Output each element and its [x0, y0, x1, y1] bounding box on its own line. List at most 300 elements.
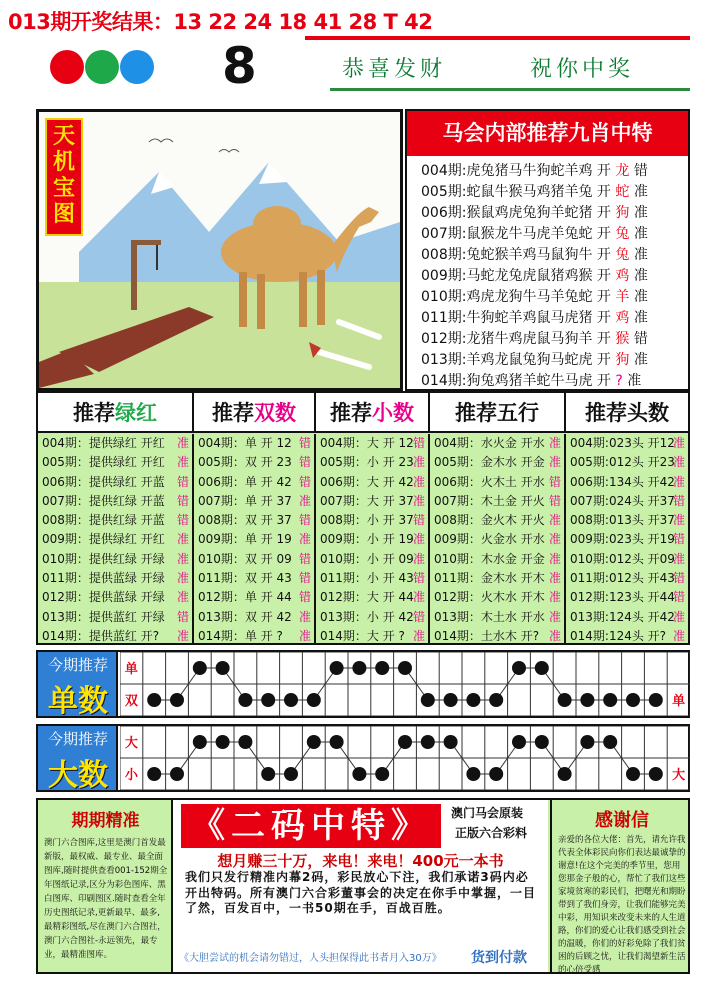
row-open: 开	[596, 268, 611, 284]
prediction-text: 013期：木土水 开水	[434, 609, 545, 624]
prediction-text: 005期：提供绿红 开红	[42, 455, 165, 470]
prediction-result: 准	[548, 628, 561, 643]
prediction-text: 012期:123头 开44	[570, 590, 675, 605]
prediction-result: 准	[672, 455, 685, 470]
prediction-text: 007期：提供红绿 开蓝	[42, 493, 165, 508]
prediction-cell	[194, 608, 314, 627]
single-trend-label-main: 单数	[48, 684, 108, 719]
row-result: 准	[633, 310, 648, 326]
prediction-cell	[430, 569, 564, 588]
prediction-cell	[38, 569, 192, 588]
prediction-cell	[316, 453, 428, 472]
row-result: 错	[633, 163, 648, 179]
column-header-accent: 绿红	[115, 401, 157, 425]
trend-point	[603, 735, 617, 749]
nine-zodiac-row	[421, 161, 648, 182]
prediction-cell	[38, 434, 192, 453]
prediction-cell	[194, 473, 314, 492]
prediction-cell	[194, 627, 314, 646]
row-open: 开	[596, 289, 611, 305]
prediction-cell	[566, 550, 688, 569]
result-line: 013期开奖结果：13 22 24 18 41 28 T 42	[8, 10, 433, 34]
prediction-text: 005期:012头 开23	[570, 455, 675, 470]
prediction-text: 014期：大 开 ?	[320, 628, 405, 643]
prediction-text: 009期：单 开 19	[198, 532, 292, 547]
trend-end-label: 大	[672, 768, 686, 783]
trend-point	[284, 767, 298, 781]
column-header	[430, 393, 566, 433]
prediction-text: 006期：大 开 42	[320, 474, 414, 489]
trend-point	[147, 693, 161, 707]
prediction-result: 准	[672, 609, 685, 624]
prediction-text: 004期:023头 开12	[570, 436, 675, 450]
prediction-result: 错	[412, 436, 425, 450]
row-hit: ?	[615, 373, 623, 389]
prediction-result: 准	[548, 590, 561, 605]
prediction-cell	[38, 453, 192, 472]
trend-point	[261, 767, 275, 781]
trend-point	[216, 661, 230, 675]
prediction-cell	[38, 627, 192, 646]
prediction-text: 012期：大 开 44	[320, 590, 414, 605]
prediction-text: 006期：单 开 42	[198, 474, 292, 489]
prediction-text: 006期:134头 开42	[570, 474, 675, 489]
trend-point	[558, 693, 572, 707]
bottom-ad-section	[36, 798, 690, 974]
treasure-map-title: 天机宝图	[45, 118, 83, 236]
prediction-result: 错	[298, 513, 311, 528]
prediction-result: 准	[412, 532, 425, 547]
prediction-text: 012期：提供蓝绿 开绿	[42, 590, 165, 605]
prediction-text: 006期：火木土 开水	[434, 474, 545, 489]
trend-point	[580, 693, 594, 707]
prediction-result: 准	[298, 628, 311, 643]
row-hit: 羊	[615, 289, 630, 305]
single-trend-label	[38, 652, 118, 719]
trend-point	[170, 693, 184, 707]
prediction-cell	[566, 608, 688, 627]
prediction-cell	[38, 473, 192, 492]
single-trend-plot	[120, 652, 690, 716]
prediction-result: 准	[176, 455, 189, 470]
prediction-cell	[566, 588, 688, 607]
prediction-cell	[38, 550, 192, 569]
prediction-text: 008期：金火木 开火	[434, 513, 545, 528]
slogan-right: 祝你中奖	[530, 57, 635, 82]
prediction-result: 准	[672, 436, 685, 450]
prediction-text: 004期：水火金 开水	[434, 436, 545, 450]
row-open: 开	[596, 163, 611, 179]
prediction-result: 错	[672, 493, 685, 508]
prediction-text: 010期:012头 开09	[570, 551, 675, 566]
prediction-cell	[38, 492, 192, 511]
prediction-cell	[430, 608, 564, 627]
trend-point	[352, 767, 366, 781]
row-open: 开	[596, 205, 611, 221]
nine-zodiac-row	[421, 329, 648, 350]
prediction-result: 准	[412, 551, 425, 566]
column-header-prefix: 推荐头数	[585, 401, 669, 425]
nine-zodiac-row	[421, 224, 648, 245]
trend-point	[512, 735, 526, 749]
trend-row-top-label: 大	[124, 736, 138, 751]
prediction-cell	[430, 588, 564, 607]
row-open: 开	[596, 184, 611, 200]
prediction-result: 准	[176, 571, 189, 586]
row-hit: 狗	[615, 205, 630, 221]
prediction-result: 准	[672, 551, 685, 566]
prediction-text: 008期：小 开 37	[320, 513, 414, 528]
prediction-text: 007期：木土金 开火	[434, 493, 545, 508]
column-header	[316, 393, 430, 433]
prediction-cell	[316, 569, 428, 588]
prediction-text: 013期：提供蓝红 开绿	[42, 609, 165, 624]
row-issue: 005期:	[421, 184, 467, 200]
prediction-text: 011期：小 开 43	[320, 571, 414, 586]
prediction-result: 准	[672, 628, 685, 643]
row-issue: 007期:	[421, 226, 467, 242]
prediction-result: 准	[412, 474, 425, 489]
row-hit: 狗	[615, 352, 630, 368]
prediction-result: 准	[298, 609, 311, 624]
trend-point	[649, 767, 663, 781]
prediction-result: 错	[176, 493, 189, 508]
prediction-result: 准	[176, 551, 189, 566]
row-zodiacs: 龙猪牛鸡虎鼠马狗羊	[466, 331, 593, 347]
trend-point	[421, 735, 435, 749]
trend-point	[238, 735, 252, 749]
prediction-text: 014期：土水木 开?	[434, 628, 540, 643]
thanks-letter-panel	[550, 800, 690, 975]
trend-point	[307, 693, 321, 707]
prediction-text: 004期：提供绿红 开红	[42, 436, 165, 450]
ad-footnote: 《大胆尝试的机会请勿错过，人头担保得此书者月入30万》	[179, 953, 442, 964]
prediction-text: 006期：提供绿红 开蓝	[42, 474, 165, 489]
column-header-accent: 双数	[254, 401, 296, 425]
column-header-accent: 小数	[372, 401, 414, 425]
row-zodiacs: 猴鼠鸡虎兔狗羊蛇猪	[466, 205, 593, 221]
prediction-text: 009期：小 开 19	[320, 532, 414, 547]
nine-zodiac-row	[421, 350, 648, 371]
row-hit: 鸡	[615, 310, 630, 326]
prediction-result: 准	[672, 513, 685, 528]
row-issue: 011期:	[421, 310, 467, 326]
trend-point	[398, 735, 412, 749]
column-header	[566, 393, 688, 433]
red-ball-icon	[50, 50, 84, 84]
column-header-prefix: 推荐五行	[455, 401, 539, 425]
row-open: 开	[596, 352, 611, 368]
row-result: 准	[633, 268, 648, 284]
trend-point	[466, 693, 480, 707]
trend-point	[626, 693, 640, 707]
prediction-text: 005期：小 开 23	[320, 455, 414, 470]
trend-point	[444, 693, 458, 707]
trend-point	[444, 735, 458, 749]
trend-point	[193, 735, 207, 749]
prediction-cell	[38, 608, 192, 627]
row-result: 准	[633, 184, 648, 200]
trend-point	[352, 661, 366, 675]
prediction-result: 错	[298, 571, 311, 586]
trend-point	[261, 693, 275, 707]
row-zodiacs: 马蛇龙兔虎鼠猪鸡猴	[466, 268, 593, 284]
prediction-result: 错	[548, 493, 561, 508]
nine-zodiac-row	[421, 287, 648, 308]
prediction-cell	[566, 511, 688, 530]
prediction-column	[566, 434, 688, 644]
prediction-cell	[566, 530, 688, 549]
slogan-left: 恭喜发财	[342, 57, 447, 82]
row-result: 准	[633, 205, 648, 221]
prediction-cell	[566, 453, 688, 472]
prediction-result: 准	[548, 609, 561, 624]
prediction-text: 014期：提供蓝红 开?	[42, 628, 160, 643]
trend-point	[193, 661, 207, 675]
prediction-result: 准	[412, 493, 425, 508]
trend-row-top-label: 单	[124, 662, 138, 677]
prediction-cell	[566, 492, 688, 511]
row-zodiacs: 鼠猴龙牛马虎羊兔蛇	[466, 226, 593, 242]
prediction-cell	[430, 473, 564, 492]
green-ball-icon	[85, 50, 119, 84]
treasure-map-picture	[36, 109, 403, 391]
prediction-table	[36, 391, 690, 645]
prediction-text: 008期:013头 开37	[570, 513, 675, 528]
prediction-result: 错	[176, 474, 189, 489]
two-code-ad	[173, 800, 548, 972]
column-header	[194, 393, 316, 433]
prediction-cell	[430, 627, 564, 646]
prediction-result: 错	[176, 609, 189, 624]
row-issue: 012期:	[421, 331, 467, 347]
row-hit: 龙	[615, 163, 630, 179]
prediction-cell	[316, 550, 428, 569]
row-zodiacs: 鸡虎龙狗牛马羊兔蛇	[466, 289, 593, 305]
trend-point	[398, 661, 412, 675]
prediction-cell	[38, 530, 192, 549]
green-divider	[330, 88, 690, 91]
prediction-column	[38, 434, 194, 644]
column-header-prefix: 推荐	[212, 401, 254, 425]
row-issue: 010期:	[421, 289, 467, 305]
prediction-result: 准	[412, 455, 425, 470]
nine-zodiac-row	[421, 266, 648, 287]
prediction-cell	[566, 434, 688, 453]
big-trend-chart	[36, 724, 690, 792]
prediction-result: 错	[298, 551, 311, 566]
blue-ball-icon	[120, 50, 154, 84]
prediction-cell	[316, 530, 428, 549]
trend-point	[170, 767, 184, 781]
row-result: 准	[633, 289, 648, 305]
prediction-result: 错	[672, 532, 685, 547]
prediction-text: 010期：小 开 09	[320, 551, 414, 566]
trend-point	[489, 767, 503, 781]
prediction-cell	[430, 550, 564, 569]
trend-point	[580, 735, 594, 749]
row-issue: 013期:	[421, 352, 467, 368]
row-hit: 鸡	[615, 268, 630, 284]
row-open: 开	[596, 310, 611, 326]
prediction-cell	[566, 627, 688, 646]
ad-body: 我们只发行精准内幕2码，彩民放心下注，我们承诺3码内必开出特码。所有澳门六合彩董事会的决定在你手中掌握，一目了然，百发百中，一书50期在手，百战百胜。	[185, 870, 537, 915]
column-header-prefix: 推荐	[73, 401, 115, 425]
prediction-text: 007期:024头 开37	[570, 493, 675, 508]
row-result: 准	[633, 247, 648, 263]
row-open: 开	[596, 226, 611, 242]
prediction-cell	[566, 473, 688, 492]
nine-zodiac-row	[421, 245, 648, 266]
trend-point	[330, 661, 344, 675]
prediction-text: 011期：提供蓝绿 开绿	[42, 571, 165, 586]
trend-point	[307, 735, 321, 749]
nine-zodiac-title: 马会内部推荐九肖中特	[407, 111, 688, 156]
prediction-column	[316, 434, 430, 644]
prediction-result: 准	[548, 532, 561, 547]
prediction-column	[430, 434, 566, 644]
prediction-text: 010期：提供红绿 开绿	[42, 551, 165, 566]
row-result: 准	[633, 352, 648, 368]
prediction-result: 准	[412, 590, 425, 605]
prediction-cell	[38, 511, 192, 530]
prediction-result: 准	[548, 513, 561, 528]
prediction-cell	[194, 453, 314, 472]
accuracy-panel	[38, 800, 173, 972]
trend-point	[535, 661, 549, 675]
prediction-result: 准	[548, 436, 561, 450]
prediction-text: 012期：单 开 44	[198, 590, 292, 605]
trend-point	[466, 767, 480, 781]
row-zodiacs: 虎兔猪马牛狗蛇羊鸡	[466, 163, 593, 179]
prediction-cell	[194, 492, 314, 511]
prediction-text: 012期：火木水 开木	[434, 590, 545, 605]
prediction-text: 007期：单 开 37	[198, 493, 292, 508]
trend-point	[626, 767, 640, 781]
prediction-result: 准	[548, 551, 561, 566]
prediction-cell	[194, 530, 314, 549]
trend-point	[284, 693, 298, 707]
prediction-result: 错	[412, 513, 425, 528]
camel-illustration	[39, 112, 400, 388]
row-hit: 兔	[615, 247, 630, 263]
prediction-result: 准	[548, 455, 561, 470]
prediction-cell	[430, 492, 564, 511]
row-zodiacs: 兔蛇猴羊鸡马鼠狗牛	[466, 247, 593, 263]
prediction-cell	[194, 588, 314, 607]
prediction-text: 014期：单 开 ?	[198, 628, 283, 643]
prediction-text: 011期：双 开 43	[198, 571, 292, 586]
prediction-text: 009期:023头 开19	[570, 532, 675, 547]
prediction-text: 013期：小 开 42	[320, 609, 414, 624]
prediction-cell	[194, 511, 314, 530]
prediction-result: 准	[176, 628, 189, 643]
row-zodiacs: 羊鸡龙鼠兔狗马蛇虎	[466, 352, 593, 368]
prediction-text: 008期：双 开 37	[198, 513, 292, 528]
origin-label-1: 澳门马会原装	[451, 806, 524, 820]
prediction-text: 005期：金木水 开金	[434, 455, 545, 470]
pay-on-delivery: 货到付款	[471, 950, 527, 966]
row-zodiacs: 蛇鼠牛猴马鸡猪羊兔	[466, 184, 593, 200]
trend-row-bottom-label: 双	[124, 694, 138, 709]
prediction-text: 004期：大 开 12	[320, 436, 414, 450]
trend-point	[375, 661, 389, 675]
prediction-result: 错	[298, 590, 311, 605]
prediction-text: 008期：提供红绿 开蓝	[42, 513, 165, 528]
row-result: 准	[627, 373, 642, 389]
prediction-text: 014期:124头 开?	[570, 628, 667, 643]
row-issue: 014期:	[421, 373, 467, 389]
prediction-result: 准	[298, 532, 311, 547]
column-header-prefix: 推荐	[330, 401, 372, 425]
trend-row-bottom-label: 小	[124, 768, 138, 783]
row-open: 开	[596, 247, 611, 263]
prediction-result: 准	[176, 532, 189, 547]
prediction-result: 错	[412, 571, 425, 586]
trend-point	[147, 767, 161, 781]
prediction-column	[194, 434, 316, 644]
column-header	[38, 393, 194, 433]
prediction-cell	[566, 569, 688, 588]
prediction-result: 错	[672, 590, 685, 605]
prediction-result: 准	[176, 590, 189, 605]
trend-point	[375, 767, 389, 781]
row-open: 开	[596, 373, 611, 389]
row-issue: 008期:	[421, 247, 467, 263]
prediction-cell	[316, 434, 428, 453]
prediction-cell	[194, 550, 314, 569]
prediction-result: 错	[176, 513, 189, 528]
prediction-cell	[316, 511, 428, 530]
prediction-cell	[316, 588, 428, 607]
prediction-cell	[194, 434, 314, 453]
single-trend-label-top: 今期推荐	[47, 656, 108, 674]
prediction-text: 009期：提供绿红 开红	[42, 532, 165, 547]
big-trend-plot	[120, 726, 690, 790]
prediction-text: 004期：单 开 12	[198, 436, 292, 450]
prediction-text: 005期：双 开 23	[198, 455, 292, 470]
prediction-result: 准	[298, 493, 311, 508]
trend-point	[216, 735, 230, 749]
row-issue: 004期:	[421, 163, 467, 179]
prediction-result: 准	[412, 628, 425, 643]
trend-point	[535, 735, 549, 749]
prediction-cell	[430, 453, 564, 472]
prediction-result: 错	[298, 455, 311, 470]
row-zodiacs: 狗兔鸡猪羊蛇牛马虎	[466, 373, 593, 389]
accuracy-title: 期期精准	[71, 811, 140, 831]
prediction-cell	[194, 569, 314, 588]
prediction-cell	[316, 608, 428, 627]
trend-point	[512, 661, 526, 675]
big-trend-label-top: 今期推荐	[47, 730, 108, 748]
prediction-cell	[316, 627, 428, 646]
trend-point	[558, 767, 572, 781]
origin-label-2: 正版六合彩料	[455, 826, 528, 840]
red-divider	[305, 36, 690, 40]
prediction-cell	[316, 473, 428, 492]
single-trend-chart	[36, 650, 690, 718]
prediction-text: 013期:124头 开42	[570, 609, 675, 624]
ad-slogan: 想月赚三十万，来电！来电！400元一本书	[217, 852, 504, 870]
trend-point	[649, 693, 663, 707]
prediction-result: 错	[548, 474, 561, 489]
row-result: 准	[633, 226, 648, 242]
row-hit: 蛇	[615, 184, 630, 200]
nine-zodiac-panel	[405, 109, 690, 391]
trend-point	[330, 735, 344, 749]
prediction-text: 010期：木水金 开金	[434, 551, 545, 566]
